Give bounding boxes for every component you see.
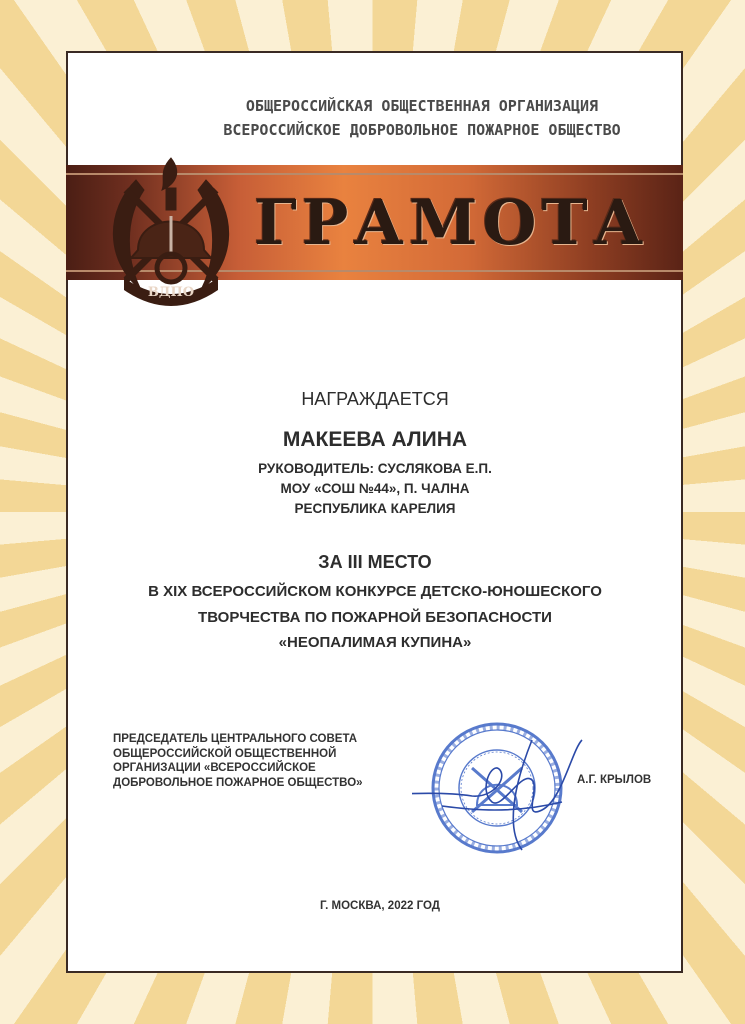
- chair-line-4: ДОБРОВОЛЬНОЕ ПОЖАРНОЕ ОБЩЕСТВО»: [113, 776, 363, 789]
- contest-line-2: ТВОРЧЕСТВА ПО ПОЖАРНОЙ БЕЗОПАСНОСТИ: [198, 609, 552, 626]
- vdpo-emblem-icon: [96, 150, 246, 310]
- chairman-title: [113, 732, 413, 790]
- region: РЕСПУБЛИКА КАРЕЛИЯ: [294, 501, 456, 516]
- certificate-title: ГРАМОТА: [254, 186, 649, 259]
- organization-header: [192, 94, 652, 142]
- place-and-year: Г. МОСКВА, 2022 ГОД: [320, 900, 440, 912]
- round-seal-stamp-icon: [412, 710, 602, 870]
- school: МОУ «СОШ №44», П. ЧАЛНА: [280, 481, 470, 496]
- supervisor: РУКОВОДИТЕЛЬ: СУСЛЯКОВА Е.П.: [258, 461, 492, 476]
- chair-line-1: ПРЕДСЕДАТЕЛЬ ЦЕНТРАЛЬНОГО СОВЕТА: [113, 733, 358, 745]
- contest-line-1: В XIX ВСЕРОССИЙСКОМ КОНКУРСЕ ДЕТСКО-ЮНОШЕСКОГО: [148, 583, 602, 600]
- chair-line-3: ОРГАНИЗАЦИИ «ВСЕРОССИЙСКОЕ: [113, 762, 316, 774]
- organization-line-2: ВСЕРОССИЙСКОЕ ДОБРОВОЛЬНОЕ ПОЖАРНОЕ ОБЩЕСТВО: [223, 121, 621, 139]
- contest-line-3: «НЕОПАЛИМАЯ КУПИНА»: [278, 634, 472, 651]
- recipient-name: МАКЕЕВА АЛИНА: [282, 428, 468, 451]
- awarded-label: НАГРАЖДАЕТСЯ: [301, 389, 449, 409]
- chair-line-2: ОБЩЕРОССИЙСКОЙ ОБЩЕСТВЕННОЙ: [113, 747, 337, 760]
- signer-name: А.Г. КРЫЛОВ: [577, 774, 652, 786]
- award-place: ЗА III МЕСТО: [318, 552, 432, 572]
- emblem-abbr: ВДПО: [147, 285, 195, 300]
- organization-line-1: ОБЩЕРОССИЙСКАЯ ОБЩЕСТВЕННАЯ ОРГАНИЗАЦИЯ: [245, 97, 599, 115]
